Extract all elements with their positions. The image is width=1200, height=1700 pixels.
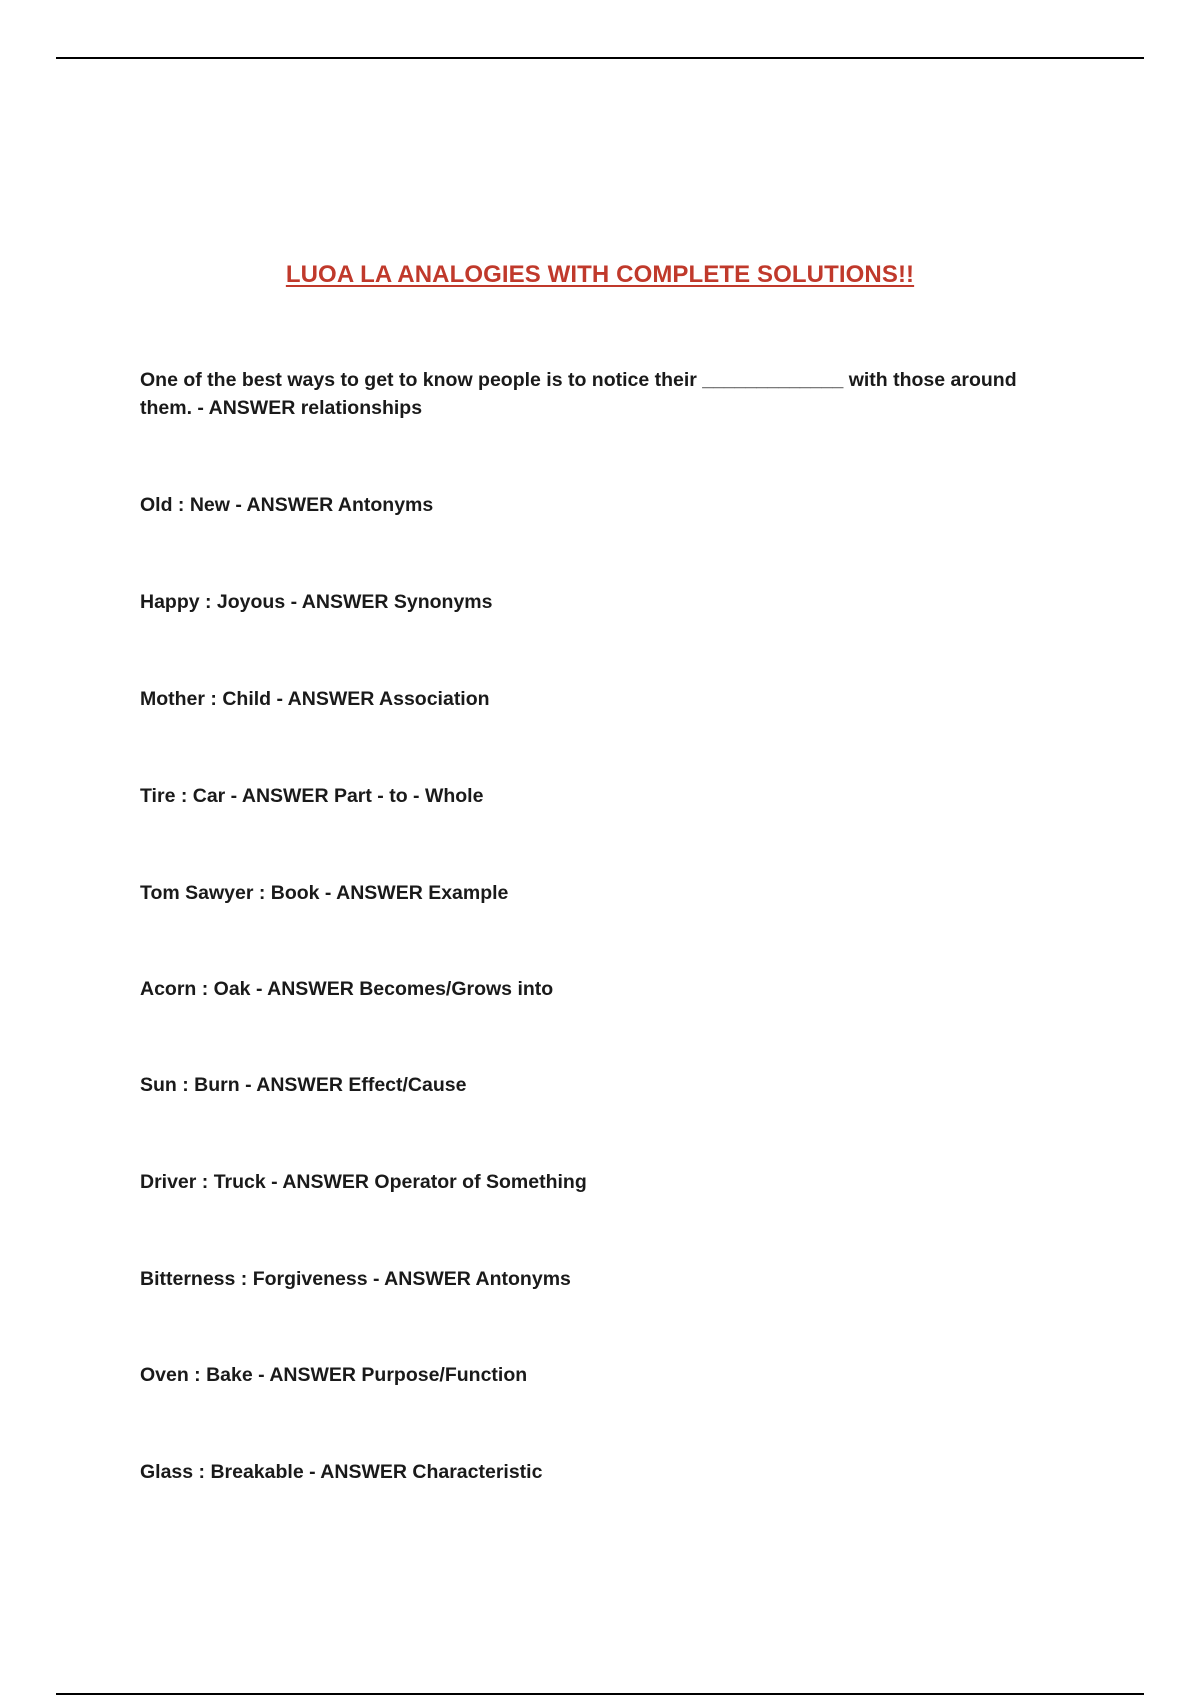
- question-answer-item: Mother : Child - ANSWER Association: [140, 688, 490, 710]
- question-answer-item: Driver : Truck - ANSWER Operator of Something: [140, 1171, 587, 1193]
- question-answer-item: One of the best ways to get to know people is to notice their _____________ with those around them. - ANSWER relationships: [140, 369, 1017, 419]
- question-answer-item: Happy : Joyous - ANSWER Synonyms: [140, 591, 493, 613]
- question-answer-item: Bitterness : Forgiveness - ANSWER Antonyms: [140, 1268, 571, 1290]
- document-title: LUOA LA ANALOGIES WITH COMPLETE SOLUTIONS!!: [285, 261, 915, 288]
- question-answer-item: Acorn : Oak - ANSWER Becomes/Grows into: [140, 978, 554, 1000]
- question-answer-item: Tire : Car - ANSWER Part - to - Whole: [140, 785, 484, 807]
- header-rule: [56, 57, 1144, 59]
- question-answer-item: Tom Sawyer : Book - ANSWER Example: [140, 882, 509, 904]
- question-answer-item: Glass : Breakable - ANSWER Characteristic: [140, 1461, 543, 1483]
- question-answer-item: Sun : Burn - ANSWER Effect/Cause: [140, 1074, 467, 1096]
- question-answer-item: Oven : Bake - ANSWER Purpose/Function: [140, 1364, 528, 1386]
- question-answer-item: Old : New - ANSWER Antonyms: [140, 494, 434, 516]
- footer-rule: [56, 1693, 1144, 1695]
